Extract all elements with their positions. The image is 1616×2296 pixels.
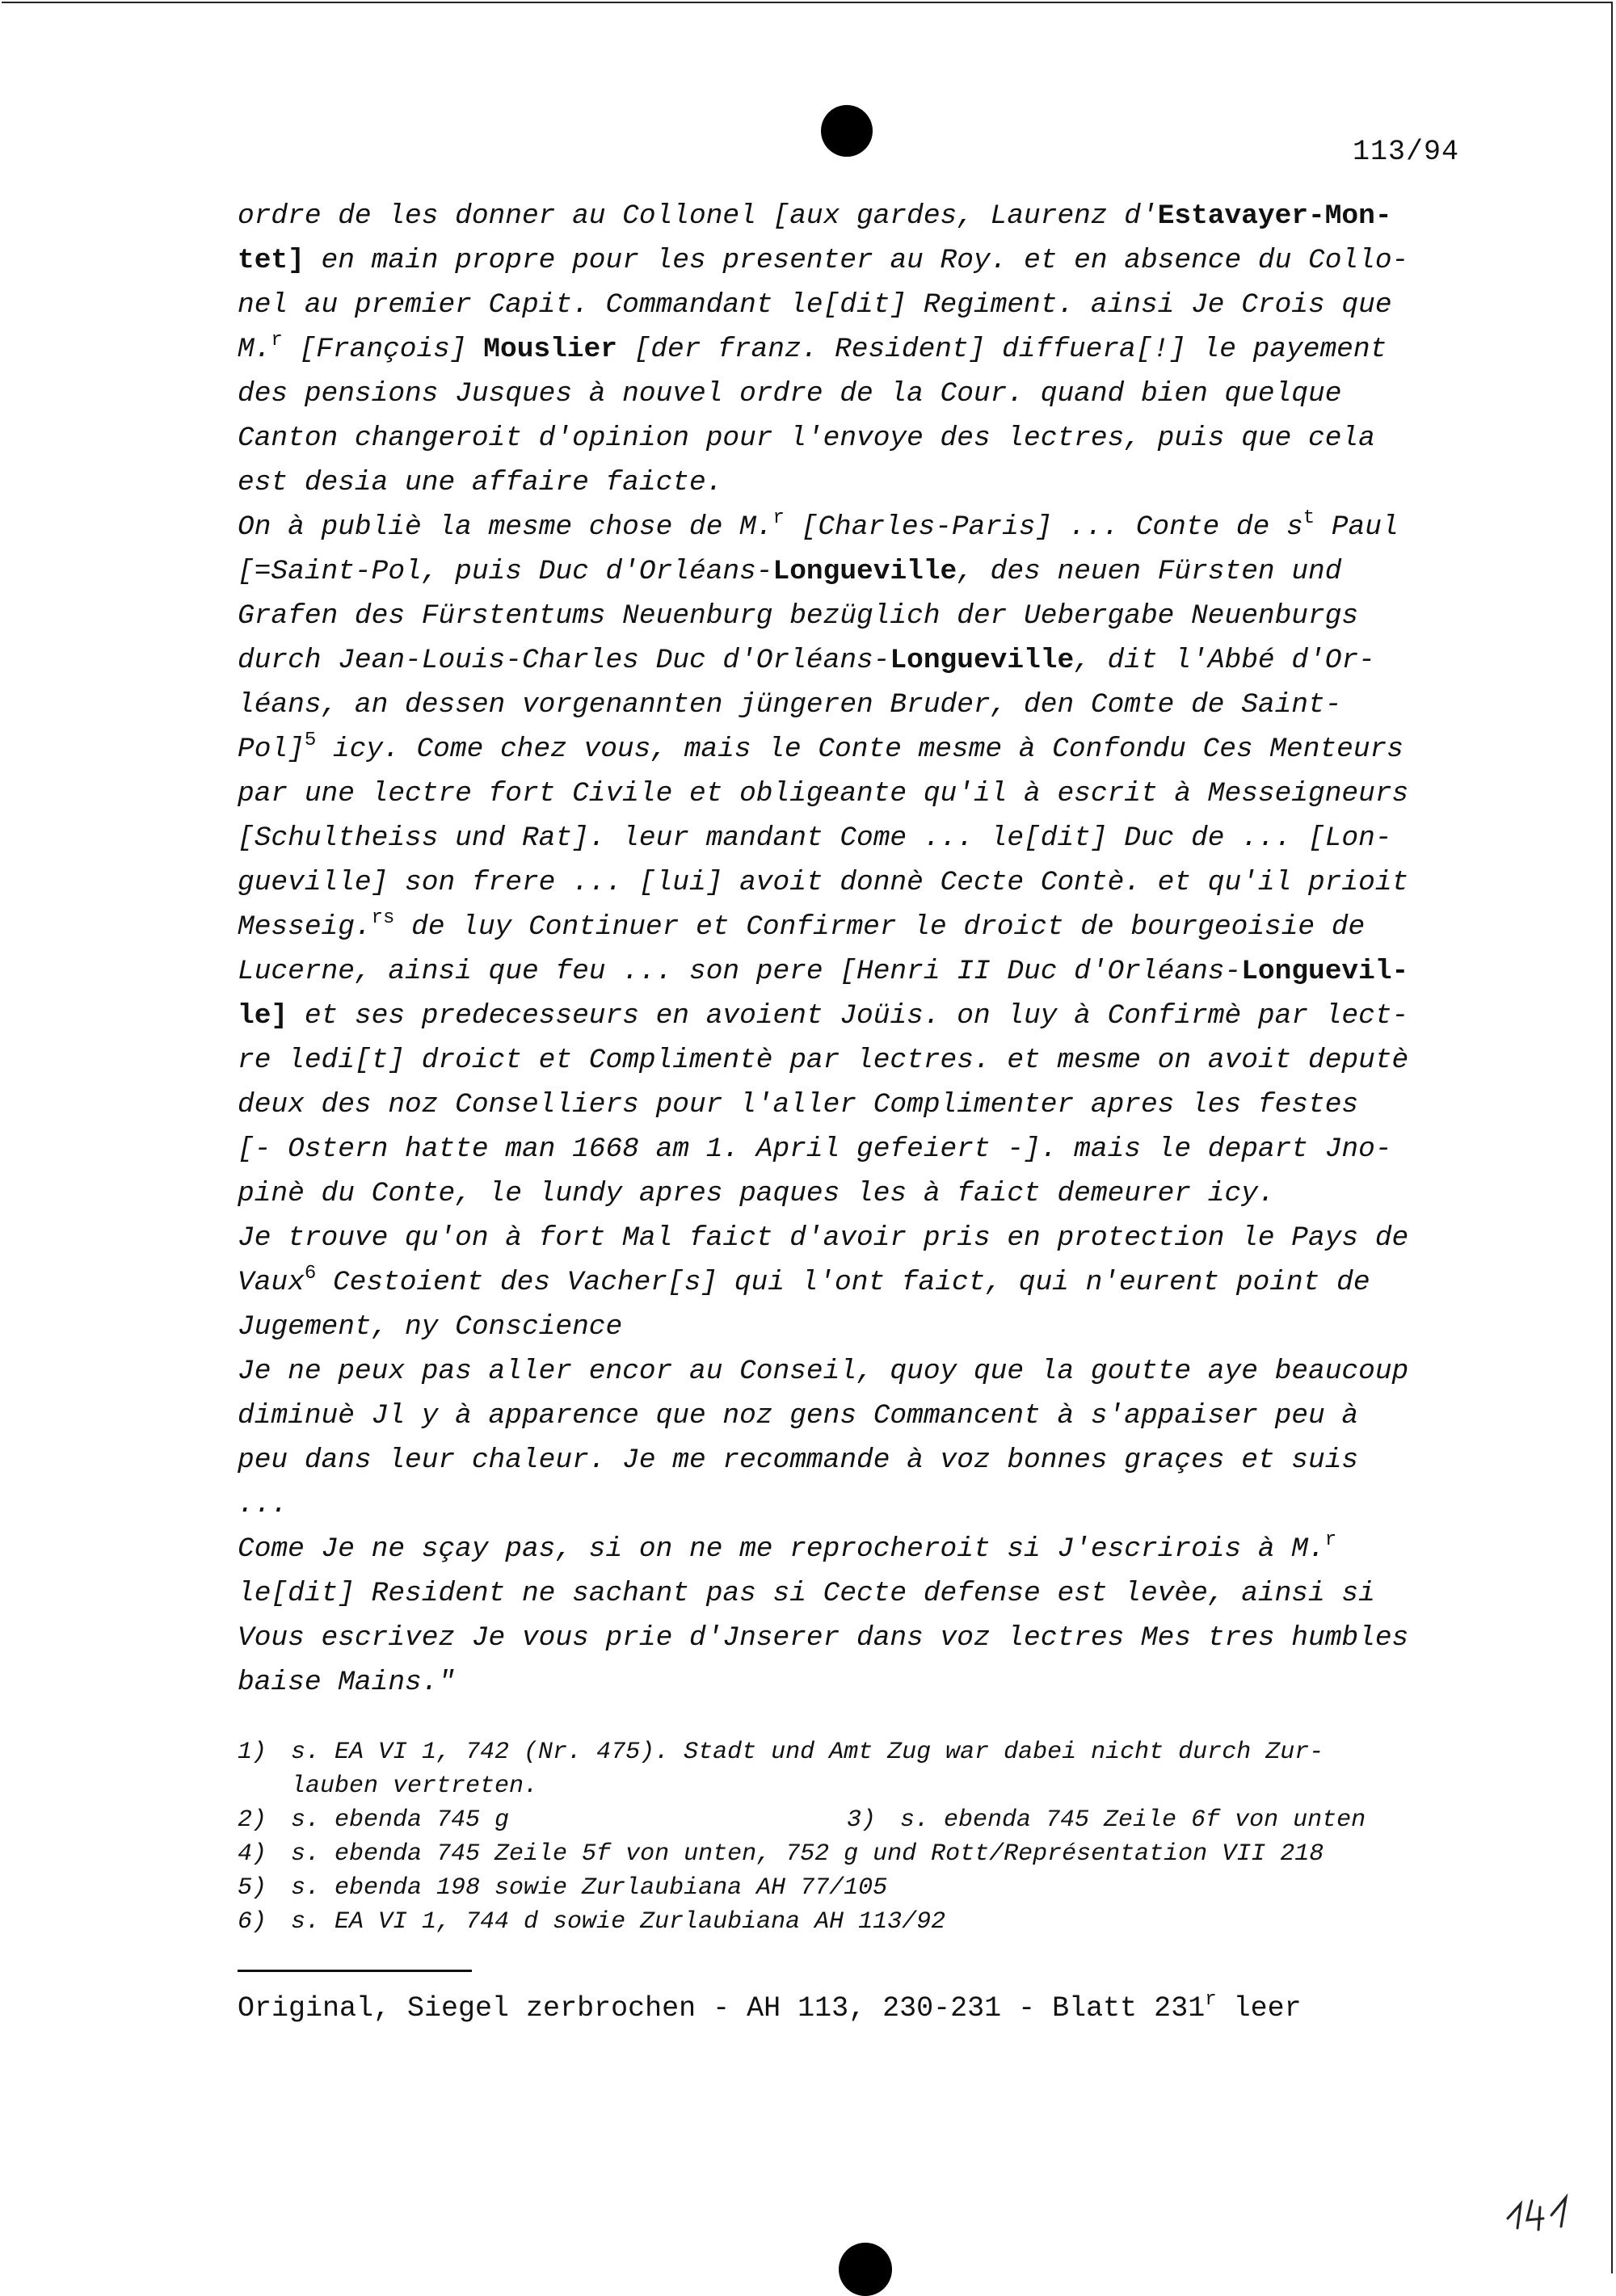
text-run: icy. Come chez vous, mais le Conte mesme à Confondu Ces Menteurs bbox=[316, 734, 1403, 765]
text-run: , dit l'Abbé d'Or- bbox=[1074, 645, 1375, 676]
superscript: r bbox=[772, 507, 785, 529]
text-run: léans, an dessen vorgenannten jüngeren Bruder, den Comte de Saint- bbox=[238, 689, 1342, 721]
text-run: Pol] bbox=[238, 734, 305, 765]
text-run: Vaux bbox=[238, 1267, 305, 1298]
bold-name: Mouslier bbox=[483, 334, 617, 365]
text-run: Grafen des Fürstentums Neuenburg bezüglich der Uebergabe Neuenburgs bbox=[238, 600, 1359, 632]
text-run: ... bbox=[238, 1489, 288, 1520]
text-run: [Schultheiss und Rat]. leur mandant Come ... le[dit] Duc de ... [Lon- bbox=[238, 822, 1392, 854]
footnote-text: s. EA VI 1, 742 (Nr. 475). Stadt und Amt Zug war dabei nicht durch Zur- bbox=[291, 1739, 1324, 1766]
source-text: Original, Siegel zerbrochen - AH 113, 230-231 - Blatt 231 bbox=[238, 1992, 1206, 2025]
footer-divider bbox=[238, 1970, 472, 1972]
text-run: M. bbox=[238, 334, 271, 365]
body-line bbox=[238, 727, 1487, 772]
body-line bbox=[238, 905, 1487, 949]
body-line bbox=[238, 327, 1487, 372]
text-run: On à publiè la mesme chose de M. bbox=[238, 511, 773, 543]
footnote-number: 3) bbox=[847, 1806, 877, 1834]
body-line bbox=[238, 638, 1487, 683]
superscript: rs bbox=[371, 907, 395, 929]
text-run: des pensions Jusques à nouvel ordre de la Cour. quand bien quelque bbox=[238, 378, 1342, 410]
superscript: r bbox=[1324, 1529, 1337, 1551]
text-run: ordre de les donner au Collonel [aux gardes, Laurenz d' bbox=[238, 200, 1158, 232]
body-line bbox=[238, 860, 1487, 905]
superscript: t bbox=[1302, 507, 1315, 529]
text-run: pinè du Conte, le lundy apres paques les à faict demeurer icy. bbox=[238, 1178, 1275, 1209]
footnote-text: s. ebenda 745 g bbox=[291, 1806, 510, 1834]
body-line bbox=[238, 1438, 1487, 1482]
text-run: et ses predecesseurs en avoient Joüis. on luy à Confirmè par lect- bbox=[288, 1000, 1409, 1032]
body-line bbox=[238, 772, 1487, 816]
text-run: Paul bbox=[1315, 511, 1399, 543]
body-line bbox=[238, 816, 1487, 860]
footnote-number: 2) bbox=[238, 1806, 267, 1834]
body-line bbox=[238, 1083, 1487, 1127]
body-line bbox=[238, 1571, 1487, 1616]
body-line bbox=[238, 549, 1487, 594]
footnote-text: s. ebenda 745 Zeile 5f von unten, 752 g und Rott/Représentation VII 218 bbox=[291, 1840, 1324, 1868]
text-run: [François] bbox=[282, 334, 484, 365]
page-reference: 113/94 bbox=[1353, 136, 1460, 168]
body-line bbox=[238, 1616, 1487, 1660]
body-line bbox=[238, 1527, 1487, 1571]
body-line bbox=[238, 460, 1487, 505]
footnote-number: 4) bbox=[238, 1840, 267, 1868]
footnote-text: lauben vertreten. bbox=[291, 1772, 539, 1800]
bold-name: Longueville bbox=[772, 556, 957, 587]
footnote-3 bbox=[847, 1803, 1366, 1837]
text-run: est desia une affaire faicte. bbox=[238, 467, 723, 498]
body-line bbox=[238, 1038, 1487, 1083]
punch-hole-top bbox=[821, 105, 873, 157]
footnote-text: s. EA VI 1, 744 d sowie Zurlaubiana AH 113/92 bbox=[291, 1908, 946, 1936]
body-line bbox=[238, 1394, 1487, 1438]
footnote-text: s. ebenda 198 sowie Zurlaubiana AH 77/105 bbox=[291, 1874, 888, 1902]
bold-name: Longuevil- bbox=[1241, 956, 1409, 987]
text-run: Jugement, ny Conscience bbox=[238, 1311, 623, 1343]
superscript: r bbox=[271, 330, 283, 351]
text-run: Vous escrivez Je vous prie d'Jnserer dans voz lectres Mes tres humbles bbox=[238, 1622, 1409, 1654]
footnote-number: 5) bbox=[238, 1874, 267, 1902]
text-run: , des neuen Fürsten und bbox=[957, 556, 1342, 587]
text-run: en main propre pour les presenter au Roy. et en absence du Collo- bbox=[304, 245, 1409, 276]
body-line bbox=[238, 594, 1487, 638]
text-run: deux des noz Conselliers pour l'aller Complimenter apres les festes bbox=[238, 1089, 1359, 1121]
text-run: baise Mains." bbox=[238, 1667, 456, 1698]
body-line bbox=[238, 1349, 1487, 1394]
superscript: 5 bbox=[304, 730, 317, 751]
body-line bbox=[238, 1171, 1487, 1216]
footnote-4 bbox=[238, 1837, 1498, 1871]
body-line bbox=[238, 994, 1487, 1038]
body-line bbox=[238, 1660, 1487, 1705]
text-run: Canton changeroit d'opinion pour l'envoye des lectres, puis que cela bbox=[238, 423, 1375, 454]
text-run: par une lectre fort Civile et obligeante qu'il à escrit à Messeigneurs bbox=[238, 778, 1409, 809]
text-run: peu dans leur chaleur. Je me recommande à voz bonnes graçes et suis bbox=[238, 1444, 1359, 1476]
source-line bbox=[238, 1989, 1302, 2025]
recto-marker: r bbox=[1205, 1989, 1217, 2011]
body-line bbox=[238, 194, 1487, 238]
body-line bbox=[238, 416, 1487, 460]
footnote-1 bbox=[238, 1735, 1498, 1769]
source-text-end: leer bbox=[1216, 1992, 1302, 2025]
text-run: le[dit] Resident ne sachant pas si Cecte defense est levèe, ainsi si bbox=[238, 1578, 1375, 1609]
text-run: nel au premier Capit. Commandant le[dit] Regiment. ainsi Je Crois que bbox=[238, 289, 1392, 321]
letter-body bbox=[238, 194, 1487, 1705]
body-line bbox=[238, 283, 1487, 327]
text-run: [=Saint-Pol, puis Duc d'Orléans- bbox=[238, 556, 773, 587]
footnote-5 bbox=[238, 1871, 1498, 1905]
text-run: Cestoient des Vacher[s] qui l'ont faict, qui n'eurent point de bbox=[316, 1267, 1370, 1298]
body-line bbox=[238, 683, 1487, 727]
body-line bbox=[238, 505, 1487, 549]
text-run: diminuè Jl y à apparence que noz gens Commancent à s'appaiser peu à bbox=[238, 1400, 1359, 1432]
handwritten-folio-number bbox=[1503, 2186, 1584, 2239]
text-run: [- Ostern hatte man 1668 am 1. April gefeiert -]. mais le depart Jno- bbox=[238, 1133, 1392, 1165]
bold-name: Estavayer-Mon- bbox=[1157, 200, 1392, 232]
footnote-1-continued bbox=[238, 1769, 1498, 1803]
bold-name: tet] bbox=[238, 245, 305, 276]
text-run: [Charles-Paris] ... Conte de s bbox=[784, 511, 1303, 543]
punch-hole-bottom bbox=[839, 2243, 892, 2296]
body-line bbox=[238, 949, 1487, 994]
body-line bbox=[238, 238, 1487, 283]
text-run: Je ne peux pas aller encor au Conseil, quoy que la goutte aye beaucoup bbox=[238, 1356, 1409, 1387]
text-run: de luy Continuer et Confirmer le droict de bourgeoisie de bbox=[394, 911, 1366, 943]
bold-name: le] bbox=[238, 1000, 288, 1032]
body-line bbox=[238, 1216, 1487, 1260]
body-line bbox=[238, 372, 1487, 416]
text-run: gueville] son frere ... [lui] avoit donnè Cecte Contè. et qu'il prioit bbox=[238, 867, 1409, 898]
superscript: 6 bbox=[304, 1263, 317, 1285]
text-run: Messeig. bbox=[238, 911, 372, 943]
bold-name: Longueville bbox=[890, 645, 1075, 676]
footnote-text: s. ebenda 745 Zeile 6f von unten bbox=[900, 1806, 1366, 1834]
text-run: Je trouve qu'on à fort Mal faict d'avoir pris en protection le Pays de bbox=[238, 1222, 1409, 1254]
body-line bbox=[238, 1260, 1487, 1305]
footnote-6 bbox=[238, 1905, 1498, 1939]
body-line bbox=[238, 1305, 1487, 1349]
footnote-2-3 bbox=[238, 1803, 1498, 1837]
text-run: re ledi[t] droict et Complimentè par lectres. et mesme on avoit deputè bbox=[238, 1045, 1409, 1076]
text-run: durch Jean-Louis-Charles Duc d'Orléans- bbox=[238, 645, 890, 676]
text-run: Lucerne, ainsi que feu ... son pere [Henri II Duc d'Orléans- bbox=[238, 956, 1242, 987]
footnote-number: 6) bbox=[238, 1908, 267, 1936]
text-run: [der franz. Resident] diffuera[!] le payement bbox=[617, 334, 1387, 365]
footnotes bbox=[238, 1735, 1498, 1939]
footnote-number: 1) bbox=[238, 1739, 267, 1766]
body-line bbox=[238, 1127, 1487, 1171]
handwritten-folio-number-drawing bbox=[1503, 2186, 1584, 2235]
body-line bbox=[238, 1482, 1487, 1527]
text-run: Come Je ne sçay pas, si on ne me reprocheroit si J'escrirois à M. bbox=[238, 1533, 1325, 1565]
